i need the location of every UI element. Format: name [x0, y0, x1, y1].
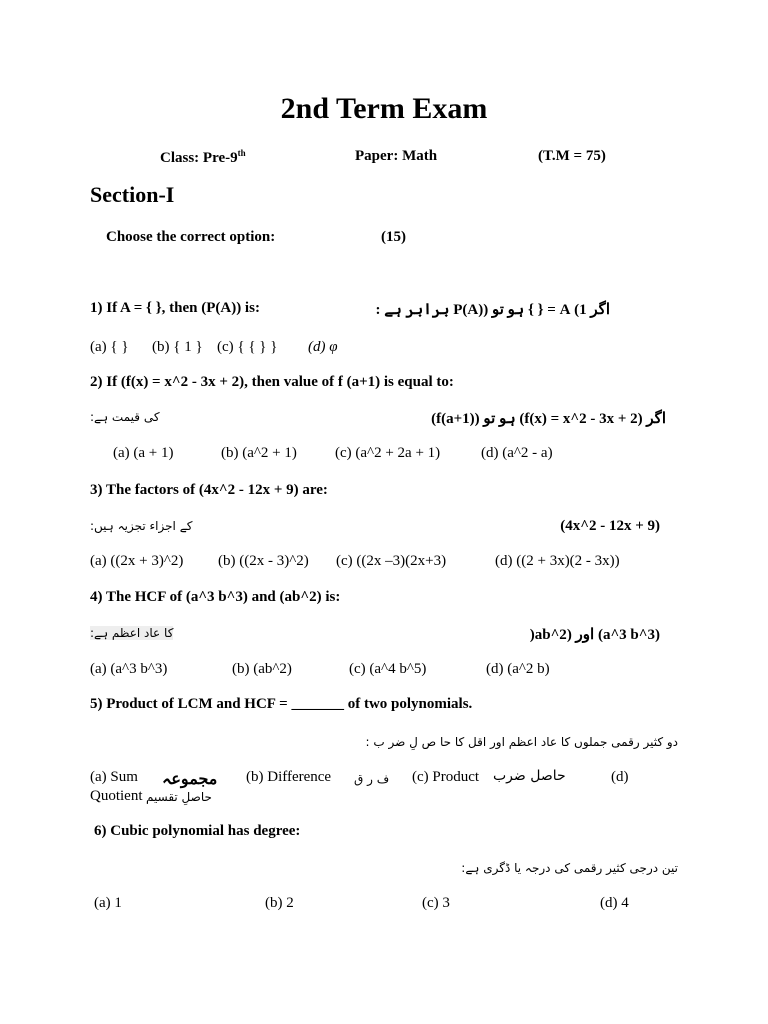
question-5: 5) Product of LCM and HCF = _______ of two polynomials. [90, 696, 473, 712]
q2-option-d: (d) (a^2 - a) [481, 445, 553, 461]
class-label: Class: Pre-9th [160, 148, 246, 166]
question-2-urdu-left: کی قیمت ہے: [90, 410, 160, 424]
question-5-urdu: دو کثیر رقمی جملوں کا عاد اعظم اور اقل کا حا ص لِ ضر ب : [365, 735, 678, 749]
question-6: 6) Cubic polynomial has degree: [94, 823, 301, 839]
question-6-urdu: تین درجی کثیر رقمی کی درجہ یا ڈگری ہے: [461, 861, 678, 875]
q6-option-d: (d) 4 [600, 895, 629, 911]
q1-option-b: (b) { 1 } [152, 339, 203, 355]
q5-option-b-urdu: ف ر ق [354, 772, 390, 786]
q6-option-c: (c) 3 [422, 895, 450, 911]
q4-option-a: (a) (a^3 b^3) [90, 661, 168, 677]
question-3: 3) The factors of (4x^2 - 12x + 9) are: [90, 482, 328, 498]
question-4-urdu-left: کا عاد اعظم ہے: [90, 626, 174, 640]
instruction: Choose the correct option: [106, 229, 276, 245]
q5-option-c: (c) Product [412, 769, 480, 785]
q2-option-a: (a) (a + 1) [113, 445, 174, 461]
question-1-urdu: اگر 1) A = { } ہو تو (P(A) برابر ہے : [375, 302, 610, 318]
q5-option-a: (a) Sum [90, 769, 138, 785]
total-marks: (T.M = 75) [538, 148, 606, 164]
q3-option-c: (c) ((2x –3)(2x+3) [336, 553, 447, 569]
q5-option-d-label: Quotient [90, 788, 143, 804]
q1-option-c: (c) { { } } [217, 339, 278, 355]
q5-option-b: (b) Difference [246, 769, 332, 785]
question-3-urdu-right: (4x^2 - 12x + 9) [560, 518, 660, 534]
question-3-urdu-left: کے اجزاء تجزیہ ہیں: [90, 519, 193, 533]
question-2-urdu-right: اگر (f(x) = x^2 - 3x + 2) ہو تو (f(a+1)) [431, 411, 666, 427]
section-marks: (15) [381, 229, 406, 245]
q4-option-d: (d) (a^2 b) [486, 661, 550, 677]
q6-option-a: (a) 1 [94, 895, 122, 911]
question-4-urdu-right: (a^3 b^3) اور (ab^2( [529, 627, 660, 643]
q5-option-d-urdu: حاصلِ تقسیم [146, 790, 212, 804]
exam-title: 2nd Term Exam [280, 92, 488, 125]
q4-option-b: (b) (ab^2) [232, 661, 292, 677]
q3-option-d: (d) ((2 + 3x)(2 - 3x)) [495, 553, 620, 569]
q4-option-c: (c) (a^4 b^5) [349, 661, 427, 677]
question-2: 2) If (f(x) = x^2 - 3x + 2), then value of f (a+1) is equal to: [90, 374, 454, 390]
q5-option-c-urdu: حاصل ضرب [493, 768, 566, 784]
question-4: 4) The HCF of (a^3 b^3) and (ab^2) is: [90, 589, 341, 605]
q2-option-c: (c) (a^2 + 2a + 1) [335, 445, 441, 461]
q1-option-d: (d) φ [308, 339, 338, 355]
q5-option-d: (d) [611, 769, 629, 785]
q2-option-b: (b) (a^2 + 1) [221, 445, 297, 461]
q6-option-b: (b) 2 [265, 895, 294, 911]
paper-label: Paper: Math [355, 148, 438, 164]
q3-option-a: (a) ((2x + 3)^2) [90, 553, 184, 569]
question-1: 1) If A = { }, then (P(A)) is: [90, 300, 260, 316]
q3-option-b: (b) ((2x - 3)^2) [218, 553, 309, 569]
section-title: Section-I [90, 182, 175, 207]
q5-option-a-urdu: مجموعہ [162, 771, 218, 788]
q1-option-a: (a) { } [90, 339, 129, 355]
